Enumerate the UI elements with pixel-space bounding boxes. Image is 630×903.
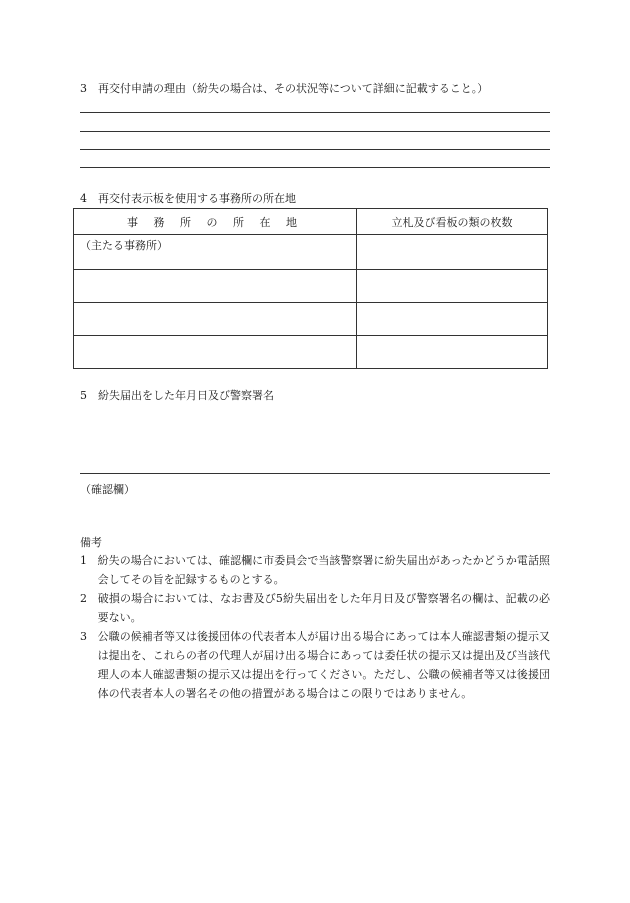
- notes-heading: 備考: [80, 536, 102, 549]
- table-row: [74, 235, 548, 270]
- office-location-cell[interactable]: [74, 270, 357, 303]
- sign-count-cell[interactable]: [357, 336, 548, 369]
- reason-line-2[interactable]: [80, 131, 550, 132]
- note-text: 公職の候補者等又は後援団体の代表者本人が届け出る場合にあっては本人確認書類の提示又は提出を、これらの者の代理人が届け出る場合にあっては委任状の提示又は提出及び当該代理人の本人確認書類の提示又は提出を行ってください。ただし、公職の候補者等又は後援団体の代表者本人の署名その他の措置がある場合はこの限りではありません。: [97, 630, 550, 700]
- notes-list: [80, 551, 550, 703]
- note-number: 2: [80, 592, 87, 605]
- note-text: 紛失の場合においては、確認欄に市委員会で当該警察署に紛失届出があったかどうか電話照会してその旨を記録するものとする。: [97, 554, 550, 586]
- office-location-cell[interactable]: （主たる事務所）: [74, 235, 357, 270]
- reason-line-4[interactable]: [80, 167, 550, 168]
- reason-line-3[interactable]: [80, 149, 550, 150]
- table-row: [74, 270, 548, 303]
- section3-heading: 3 再交付申請の理由（紛失の場合は、その状況等について詳細に記載すること。）: [80, 82, 489, 95]
- note-item: [80, 589, 550, 627]
- note-text: 破損の場合においては、なお書及び5紛失届出をした年月日及び警察署名の欄は、記載の必要ない。: [97, 592, 550, 624]
- office-location-cell[interactable]: [74, 303, 357, 336]
- office-location-cell[interactable]: [74, 336, 357, 369]
- office-location-table: [73, 208, 548, 369]
- section4-heading: 4 再交付表示板を使用する事務所の所在地: [80, 192, 296, 205]
- sign-count-cell[interactable]: [357, 270, 548, 303]
- table-row: [74, 336, 548, 369]
- police-report-line[interactable]: [80, 473, 550, 474]
- note-number: 1: [80, 554, 87, 567]
- table-header-row: [74, 209, 548, 235]
- note-number: 3: [80, 630, 87, 643]
- confirmation-label: （確認欄）: [80, 483, 135, 496]
- header-office-location: 事 務 所 の 所 在 地: [74, 209, 357, 235]
- table-row: [74, 303, 548, 336]
- note-item: [80, 627, 550, 703]
- note-item: [80, 551, 550, 589]
- sign-count-cell[interactable]: [357, 235, 548, 270]
- header-sign-count: 立札及び看板の類の枚数: [357, 209, 548, 235]
- reason-line-1[interactable]: [80, 112, 550, 113]
- sign-count-cell[interactable]: [357, 303, 548, 336]
- section5-heading: 5 紛失届出をした年月日及び警察署名: [80, 389, 274, 402]
